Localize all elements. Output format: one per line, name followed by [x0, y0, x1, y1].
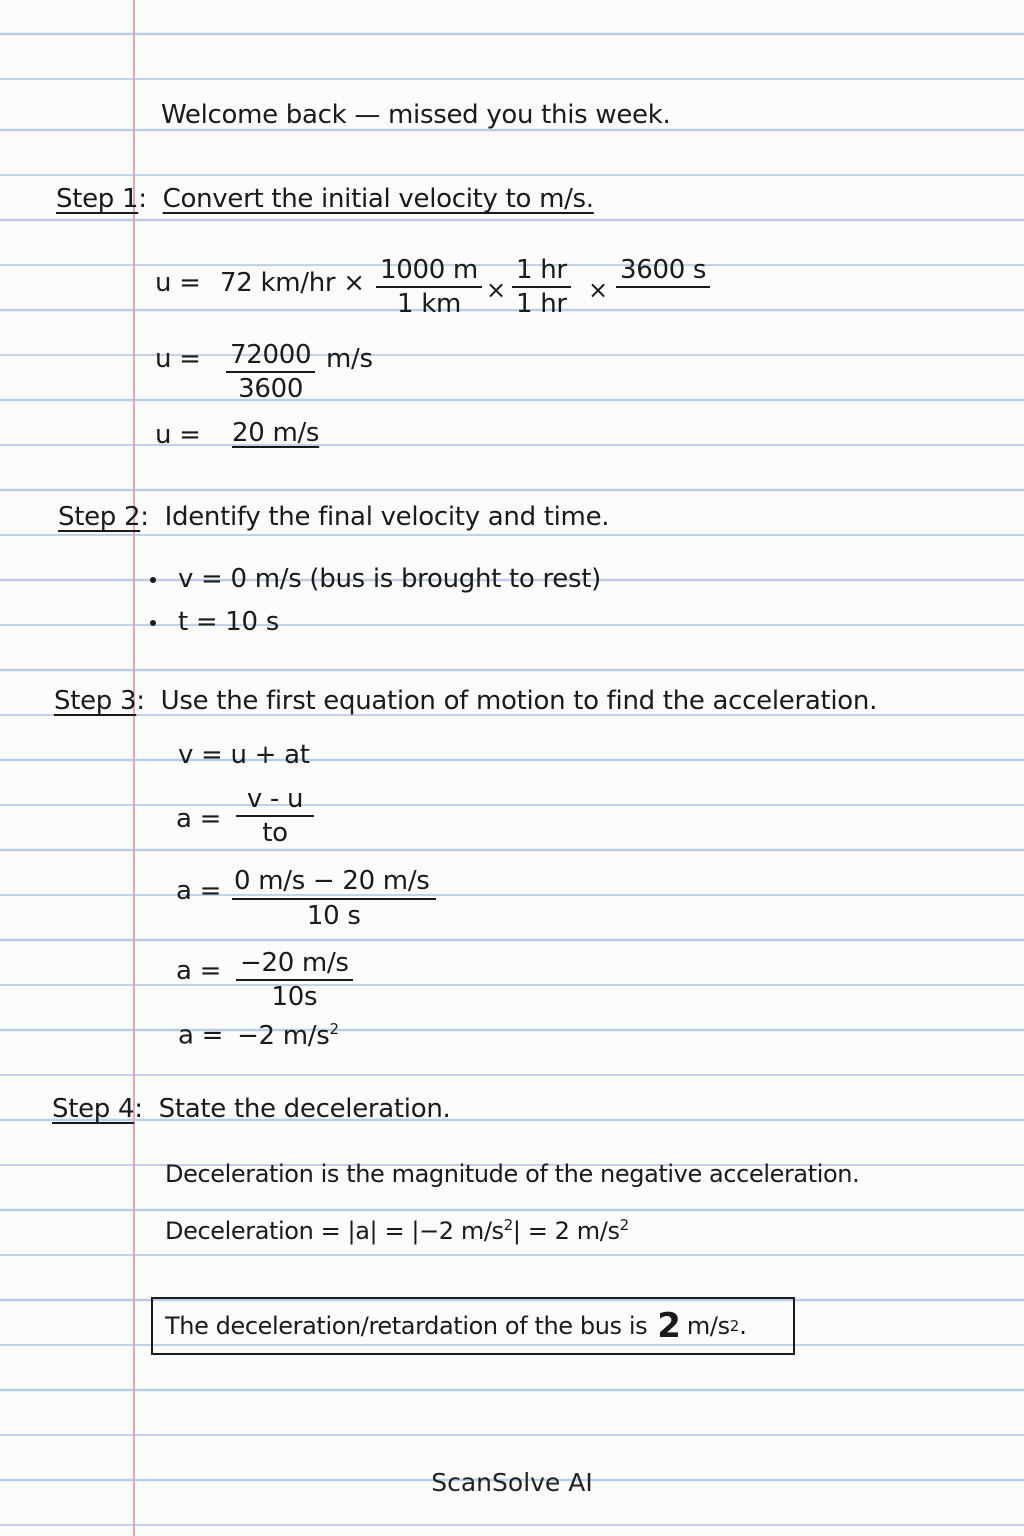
fraction-denominator: 3600	[238, 374, 304, 404]
fraction-denominator: 10 s	[306, 901, 361, 931]
fraction-denominator: 10s	[271, 982, 318, 1012]
final-answer-box	[151, 1297, 795, 1355]
bullet-icon	[150, 620, 156, 626]
a-lhs: a =	[178, 1020, 224, 1051]
fraction-denominator: to	[262, 818, 288, 848]
footer-brand: ScanSolve AI	[431, 1468, 593, 1497]
step-4-heading	[52, 1094, 450, 1124]
fraction-72000-3600	[226, 340, 315, 405]
step-4-colon: :	[134, 1094, 143, 1124]
fraction-numerator: −20 m/s	[236, 948, 353, 981]
answer-text: The deceleration/retardation of the bus is	[165, 1312, 648, 1340]
fraction-numerator: 72000	[226, 340, 315, 373]
step-3-heading	[54, 686, 877, 716]
fraction-numerator: v - u	[236, 784, 314, 817]
step-1-heading	[56, 184, 594, 214]
step-2-label: Step 2	[58, 502, 141, 532]
fraction-denominator: 1 hr	[516, 289, 567, 319]
bullet-text: t = 10 s	[178, 607, 280, 637]
formula-part-2: | = 2 m/s	[512, 1217, 620, 1245]
fraction-1000m-1km	[376, 255, 482, 320]
formula-part-1: Deceleration = |a| = |−2 m/s	[165, 1217, 504, 1245]
u-lhs-3: u =	[155, 420, 201, 450]
fraction-denominator: 1 km	[396, 289, 461, 319]
greeting: Welcome back — missed you this week.	[161, 100, 671, 130]
fraction-numerator: 1000 m	[376, 255, 482, 288]
step-3-colon: :	[136, 686, 145, 716]
unit-ms: m/s	[326, 344, 373, 374]
times-sign: ×	[588, 276, 608, 304]
u-result: 20 m/s	[232, 418, 320, 448]
a-lhs: a =	[176, 956, 222, 986]
u-lhs-2: u =	[155, 344, 201, 374]
times-sign: ×	[486, 276, 506, 304]
answer-unit: m/s	[686, 1312, 730, 1340]
fraction-3600s	[616, 255, 710, 288]
notebook-margin-line	[133, 0, 135, 1536]
bullet-text: v = 0 m/s (bus is brought to rest)	[178, 564, 601, 594]
step-1-colon: :	[138, 184, 147, 214]
fraction-numerator: 1 hr	[512, 255, 571, 288]
exponent: 2	[619, 1216, 629, 1234]
u-lhs-1: u =	[155, 268, 201, 298]
deceleration-definition: Deceleration is the magnitude of the negative acceleration.	[165, 1160, 860, 1188]
step-4-title: State the deceleration.	[158, 1094, 451, 1124]
a-lhs: a =	[176, 876, 222, 906]
a-lhs: a =	[176, 804, 222, 834]
step-1-label: Step 1	[56, 184, 139, 214]
step-2-colon: :	[140, 502, 149, 532]
acceleration-value: −2 m/s	[237, 1020, 330, 1051]
fraction-velocity-change	[232, 866, 436, 932]
step-2-title: Identify the final velocity and time.	[164, 502, 610, 532]
step-2-heading	[58, 502, 609, 532]
fraction-numerator: 3600 s	[616, 255, 710, 288]
fraction-1hr-1hr	[512, 255, 571, 320]
step-1-title: Convert the initial velocity to m/s.	[162, 184, 594, 214]
exponent: 2	[503, 1216, 513, 1234]
exponent: 2	[329, 1020, 339, 1038]
exponent: 2	[729, 1317, 740, 1335]
deceleration-formula	[165, 1216, 629, 1245]
equation-of-motion: v = u + at	[178, 740, 310, 770]
answer-value: 2	[657, 1306, 681, 1346]
fraction-minus-20-over-10	[236, 948, 353, 1013]
u-value-72: 72 km/hr ×	[220, 268, 365, 298]
bullet-item	[150, 607, 279, 637]
acceleration-result	[178, 1020, 339, 1051]
bullet-icon	[150, 577, 156, 583]
fraction-v-minus-u-over-t	[236, 784, 314, 849]
step-3-title: Use the first equation of motion to find the acceleration.	[160, 686, 878, 716]
fraction-numerator: 0 m/s − 20 m/s	[232, 866, 436, 900]
bullet-item	[150, 564, 601, 594]
step-3-label: Step 3	[54, 686, 137, 716]
answer-period: .	[739, 1312, 747, 1340]
step-4-label: Step 4	[52, 1094, 135, 1124]
